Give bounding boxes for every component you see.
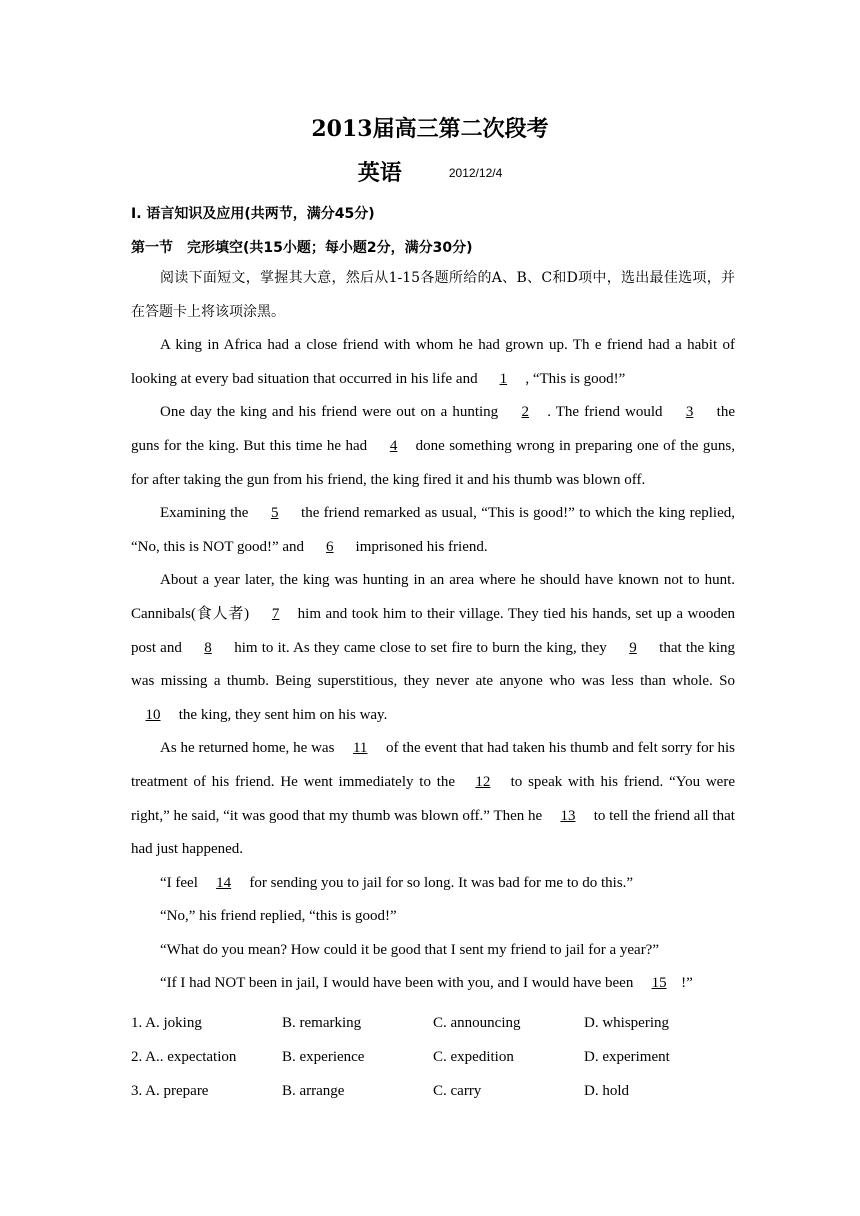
blank-5: 5 [271,505,279,522]
paragraph-9 [131,967,735,1001]
paragraph-text: “If I had NOT been in jail, I would have been with you, and I would have been [160,975,638,992]
blank-9: 9 [629,639,637,656]
blank-14: 14 [216,874,232,891]
paragraph-text: him to it. As they came close to set fire to burn the king, they [230,639,611,656]
answer-options [131,1006,735,1108]
exam-date: 2012/12/4 [448,166,503,180]
blank-10: 10 [145,706,161,723]
blank-13: 13 [560,807,576,824]
blank-2: 2 [521,404,529,421]
blank-12: 12 [475,773,491,790]
paragraph-text: for sending you to jail for so long. It was bad for me to do this.” [245,874,634,891]
paragraph-text: About a year later, the king was hunting in an area where he should have known not to hunt. Cannibals(食人者) [131,572,735,622]
option-row [131,1006,735,1040]
part-heading: Ⅰ. 语言知识及应用(共两节，满分45分) [131,206,375,222]
paragraph-text: imprisoned his friend. [351,538,488,555]
blank-3: 3 [685,404,694,421]
exam-title: 2013届高三第二次段考 [311,116,549,142]
instructions: 阅读下面短文，掌握其大意，然后从1-15各题所给的A、B、C和D项中，选出最佳选项，并在答题卡上将该项涂黑。 [131,270,735,320]
option-row [131,1074,735,1108]
blank-7: 7 [271,605,280,622]
paragraph-3 [131,497,735,564]
paragraph-text: , “This is good!” [525,370,626,387]
paragraph-text: the king, they sent him on his way. [175,706,388,723]
paragraph-1 [131,329,735,396]
option: B. remarking [282,1014,362,1031]
option: 2. A.. expectation [131,1048,237,1065]
paragraph-text: One day the king and his friend were out on a hunting [160,404,504,421]
paragraph-text: Examining the [160,505,253,522]
subject-line [0,156,860,187]
option-row [131,1040,735,1074]
paragraph-text: done something wrong in preparing one of the guns, for after taking the gun from his friend, the king fired it and his thumb was blown off. [131,437,735,488]
option: C. announcing [433,1014,521,1031]
paragraph-7: “No,” his friend replied, “this is good!” [160,908,397,925]
option: D. experiment [584,1048,670,1065]
blank-1: 1 [499,370,508,387]
paragraph-text: him and took him to their village. They tied his hands, set up a wooden post and [131,605,735,656]
option: D. whispering [584,1014,669,1031]
paragraph-text: that the king was missing a thumb. Being superstitious, they never ate anyone who was less than whole. So [131,639,735,690]
paragraph-8: “What do you mean? How could it be good that I sent my friend to jail for a year?” [160,941,659,958]
blank-6: 6 [326,538,334,555]
option: C. carry [433,1082,482,1099]
paragraph-4 [131,564,735,732]
option: B. arrange [282,1082,345,1099]
paragraph-text: the friend remarked as usual, “This is good!” to which the king replied, “No, this is NOT good!” and [131,505,735,555]
blank-11: 11 [352,740,368,757]
blank-15: 15 [651,975,667,992]
paragraph-text: of the event that had taken his thumb and felt sorry for his treatment of his friend. He went immediately to the [131,740,735,790]
option: B. experience [282,1048,365,1065]
paragraph-text: to tell the friend all that had just happened. [131,807,735,858]
paragraph-2 [131,396,735,497]
blank-4: 4 [389,437,398,454]
paragraph-6 [131,867,735,901]
option: 3. A. prepare [131,1082,209,1099]
blank-8: 8 [204,639,212,656]
option: 1. A. joking [131,1014,202,1031]
paragraph-text: the guns for the king. But this time he had [131,404,736,454]
paragraph-text: to speak with his friend. “You were right,” he said, “it was good that my thumb was blown off.” Then he [131,773,735,824]
option: D. hold [584,1082,629,1099]
option: C. expedition [433,1048,514,1065]
paragraph-text: A king in Africa had a close friend with whom he had grown up. Th e friend had a habit of looking at every bad situation that occurred in his life and [131,337,735,387]
paragraph-5 [131,732,735,866]
section-heading: 第一节 完形填空(共15小题；每小题2分，满分30分) [131,240,473,256]
subject-name: 英语 [357,160,402,186]
paragraph-text: . The friend would [547,404,668,421]
paragraph-text: “I feel [160,874,202,891]
paragraph-text: As he returned home, he was [160,740,339,757]
paragraph-text: !” [681,975,693,992]
passage [131,262,735,1001]
